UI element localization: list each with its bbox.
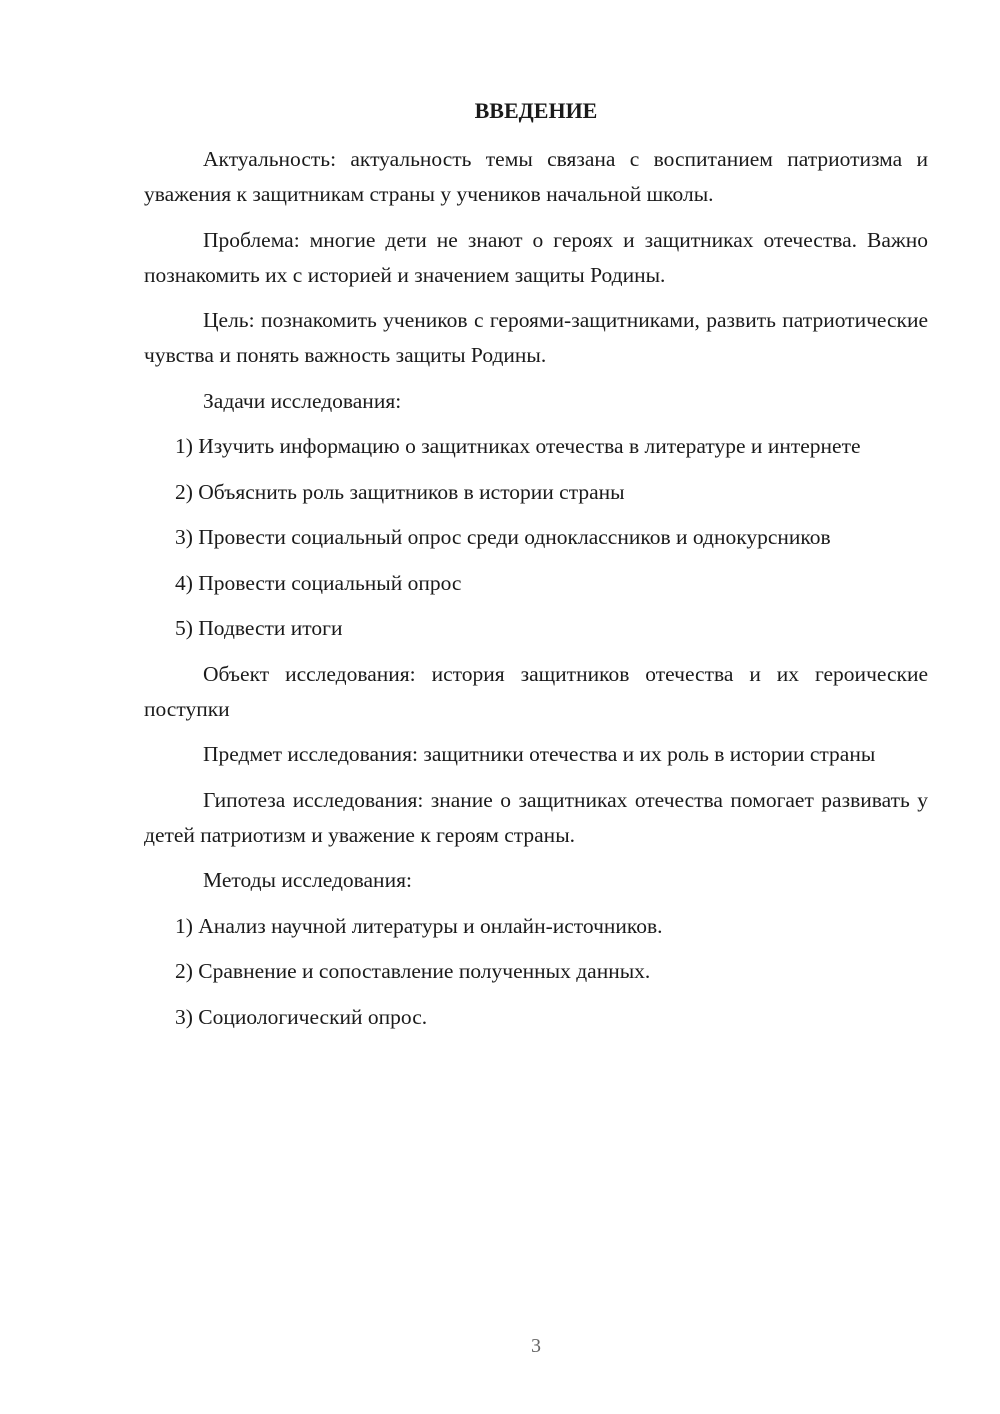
hypothesis-paragraph: Гипотеза исследования: знание о защитниках отечества помогает развивать у детей патриотизм и уважение к героям страны. xyxy=(144,787,928,847)
methods-heading: Методы исследования: xyxy=(203,868,412,892)
task-item-2: 2) Объяснить роль защитников в истории страны xyxy=(175,479,625,504)
object-paragraph: Объект исследования: история защитников отечества и их героические поступки xyxy=(144,661,928,721)
problem-paragraph: Проблема: многие дети не знают о героях и защитниках отечества. Важно познакомить их с историей и значением защиты Родины. xyxy=(144,227,928,287)
subject-paragraph: Предмет исследования: защитники отечества и их роль в истории страны xyxy=(203,742,876,766)
task-item-4: 4) Провести социальный опрос xyxy=(175,570,462,595)
task-item-5: 5) Подвести итоги xyxy=(175,616,343,640)
task-item-1: 1) Изучить информацию о защитниках отечества в литературе и интернете xyxy=(175,434,861,458)
method-item-2: 2) Сравнение и сопоставление полученных данных. xyxy=(175,959,651,983)
goal-paragraph: Цель: познакомить учеников с героями-защитниками, развить патриотические чувства и понять важность защиты Родины. xyxy=(144,308,928,367)
method-item-1: 1) Анализ научной литературы и онлайн-источников. xyxy=(175,913,663,938)
section-title: ВВЕДЕНИЕ xyxy=(474,98,598,123)
section-body xyxy=(144,142,928,1045)
page-number: 3 xyxy=(531,1335,541,1357)
tasks-heading: Задачи исследования: xyxy=(203,388,402,413)
task-item-3: 3) Провести социальный опрос среди одноклассников и однокурсников xyxy=(175,525,831,549)
method-item-3: 3) Социологический опрос. xyxy=(175,1004,428,1029)
relevance-paragraph: Актуальность: актуальность темы связана с воспитанием патриотизма и уважения к защитникам страны у учеников начальной школы. xyxy=(144,147,928,206)
